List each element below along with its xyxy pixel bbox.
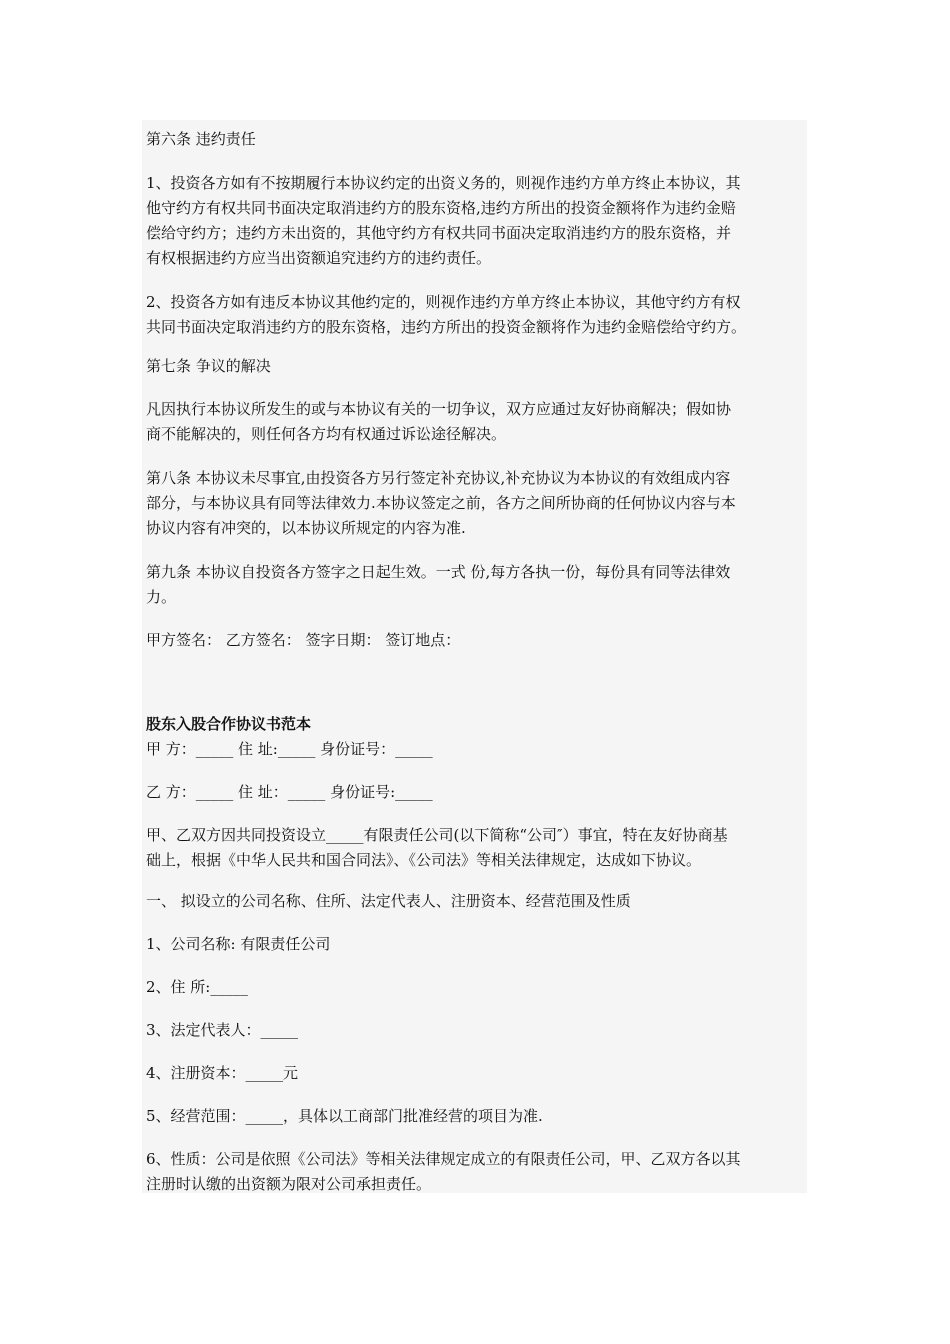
item-capital: 4、注册资本：_____元 bbox=[146, 1064, 299, 1082]
article9-line2: 力。 bbox=[146, 588, 177, 606]
article6-p1-line4: 有权根据违约方应当出资额追究违约方的违约责任。 bbox=[146, 249, 492, 267]
article6-p2-line2: 共同书面决定取消违约方的股东资格，违约方所出的投资金额将作为违约金赔偿给守约方。 bbox=[146, 318, 747, 336]
item-legal-rep: 3、法定代表人：_____ bbox=[146, 1021, 299, 1039]
item-nature-line1: 6、性质：公司是依照《公司法》等相关法律规定成立的有限责任公司，甲、乙双方各以其 bbox=[146, 1150, 741, 1168]
article7-line1: 凡因执行本协议所发生的或与本协议有关的一切争议，双方应通过友好协商解决；假如协 bbox=[146, 400, 732, 418]
article8-line2: 部分，与本协议具有同等法律效力.本协议签定之前，各方之间所协商的任何协议内容与本 bbox=[146, 494, 736, 512]
article6-p1-line2: 他守约方有权共同书面决定取消违约方的股东资格,违约方所出的投资金额将作为违约金赔 bbox=[146, 199, 736, 217]
section-one-heading: 一、 拟设立的公司名称、住所、法定代表人、注册资本、经营范围及性质 bbox=[146, 892, 631, 910]
article6-p1-line3: 偿给守约方；违约方未出资的，其他守约方有权共同书面决定取消违约方的股东资格，并 bbox=[146, 224, 732, 242]
article6-heading: 第六条 违约责任 bbox=[146, 130, 256, 148]
article7-line2: 商不能解决的，则任何各方均有权通过诉讼途径解决。 bbox=[146, 425, 507, 443]
item-scope: 5、经营范围：_____，具体以工商部门批准经营的项目为准. bbox=[146, 1107, 543, 1125]
intro-line1: 甲、乙双方因共同投资设立_____有限责任公司(以下简称“公司″）事宜，特在友好协商基 bbox=[146, 826, 728, 844]
item-company-name: 1、公司名称: 有限责任公司 bbox=[146, 935, 331, 953]
party-a-line: 甲 方：_____ 住 址:_____ 身份证号：_____ bbox=[146, 740, 433, 758]
document-title: 股东入股合作协议书范本 bbox=[146, 715, 312, 733]
party-b-line: 乙 方：_____ 住 址：_____ 身份证号:_____ bbox=[146, 783, 433, 801]
article6-p1-line1: 1、投资各方如有不按期履行本协议约定的出资义务的，则视作违约方单方终止本协议，其 bbox=[146, 174, 741, 192]
signature-line: 甲方签名： 乙方签名： 签字日期： 签订地点： bbox=[146, 631, 461, 649]
article7-heading: 第七条 争议的解决 bbox=[146, 357, 271, 375]
article8-line3: 协议内容有冲突的，以本协议所规定的内容为准. bbox=[146, 519, 466, 537]
article8-line1: 第八条 本协议未尽事宜,由投资各方另行签定补充协议,补充协议为本协议的有效组成内容 bbox=[146, 469, 731, 487]
intro-line2: 础上，根据《中华人民共和国合同法》、《公司法》等相关法律规定，达成如下协议。 bbox=[146, 851, 702, 869]
article9-line1: 第九条 本协议自投资各方签字之日起生效。一式 份,每方各执一份，每份具有同等法律效 bbox=[146, 563, 731, 581]
item-nature-line2: 注册时认缴的出资额为限对公司承担责任。 bbox=[146, 1175, 432, 1193]
article6-p2-line1: 2、投资各方如有违反本协议其他约定的，则视作违约方单方终止本协议，其他守约方有权 bbox=[146, 293, 741, 311]
item-address: 2、住 所:_____ bbox=[146, 978, 248, 996]
